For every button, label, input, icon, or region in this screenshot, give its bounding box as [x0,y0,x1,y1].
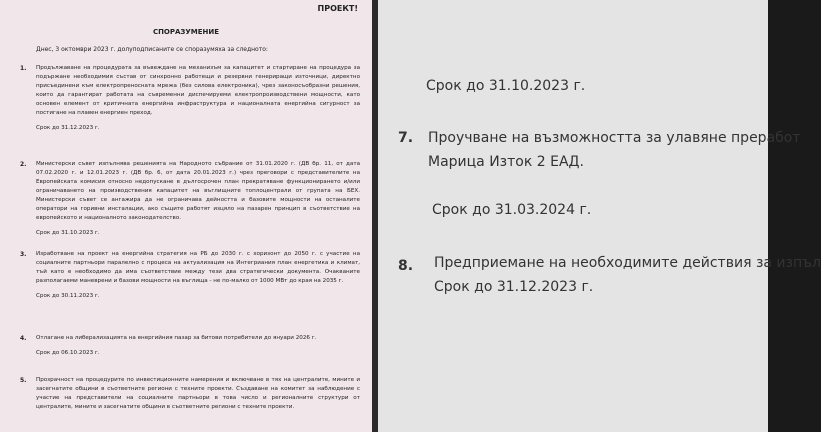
item-deadline: Срок до 31.10.2023 г. [36,230,100,236]
item-8-text-line-1: Предприемане на необходимите действия за изпъл [434,255,821,271]
item-number: 2. [20,161,27,168]
item-deadline: Срок до 30.11.2023 г. [36,293,100,299]
draft-label: ПРОЕКТ! [317,4,358,13]
item-7-text-line-1: Проучване на възможността за улавяне преработ [428,130,801,146]
item-8-number: 8. [398,258,414,274]
agreement-item-5 [20,376,360,412]
item-7-text-line-2: Марица Изток 2 ЕАД. [428,154,584,170]
item-text: Изработване на проект на енергийна стратегия на РБ до 2030 г. с хоризонт до 2050 г. с участие на социалните партньори паралелно с процеса на актуализация на Интегриания план енергетика и климат, тъй като е необходимо да има съответствие между тези два стратегически документа. Очакваните разполагаеми маневрени и базови мощности на въглища - не по-малко от 1000 МВт до края на 2035 г. [36,251,360,284]
agreement-item-1 [20,64,360,133]
item-text: Министерски съвет изпълнява решенията на Народното събрание от 31.01.2020 г. (ДВ бр. 11, от дата 07.02.2020 г. и 12.01.2023 г. (ДВ бр. 6, от дата 20.01.2023 г.) чрез преговори с представителите на Европейската комисия относно недопускане в дългосрочен план прекратяване функционирането и/или ограничаването на производствения капацитет на въглищните топлоцентрали от групата на БЕХ. Министерски съвет се ангажира да не ограничава дейността и базовите мощности на останалите оператори на горивни инсталации, ако същите работят изцяло на пазарен принцип в съответствие на европейското и националното законодателство. [36,161,360,221]
item-7-deadline: Срок до 31.03.2024 г. [432,202,592,218]
agreement-item-4 [20,334,360,358]
item-number: 3. [20,251,27,258]
intro-text: Днес, 3 октомври 2023 г. долуподписаните се споразумяха за следното: [36,46,268,53]
item-8-deadline: Срок до 31.12.2023 г. [434,279,594,295]
agreement-item-2 [20,160,360,238]
item-deadline: Срок до 31.12.2023 г. [36,125,100,131]
item-number: 1. [20,65,27,72]
right-document-page [378,0,821,432]
left-document-page [0,0,372,432]
item-text: Продължаване на процедурата за въвеждане на механизъм за капацитет и стартиране на процедура за подържане необходимия състав от синхронно работещи и резервни генериращи източници, директно присъединени към електропреносната мрежа (без силова електроника), чрез законосъобразни решения, които да гарантират работата на съвременни диспечируеми електропроизводствени мощности, като основен елемент от критичната енергийна инфраструктура и националната енергийна сигурност за постигане на плавен енергиен преход. [36,65,360,116]
document-title: СПОРАЗУМЕНИЕ [152,28,220,36]
item-number: 4. [20,335,27,342]
agreement-item-3 [20,250,360,301]
item-number: 5. [20,377,27,384]
item-7-number: 7. [398,130,414,146]
item-text: Прозрачност на процедурите по инвестиционните намерения и включване в тях на централите, мините и засегнатите общини в съответните региони с техните проекти. Създаване на комитет за наблюдение с участие на представители на социалните партньори в това число и регионалните структури от централите, мините и засегнатите общини в съответните региони с техните проекти. [36,377,360,410]
item-deadline: Срок до 06.10.2023 г. [36,350,100,356]
item-text: Отлагане на либерализацията на енергийния пазар за битови потребители до януари 2026 г. [36,335,317,341]
deadline-text: Срок до 31.10.2023 г. [426,78,586,94]
